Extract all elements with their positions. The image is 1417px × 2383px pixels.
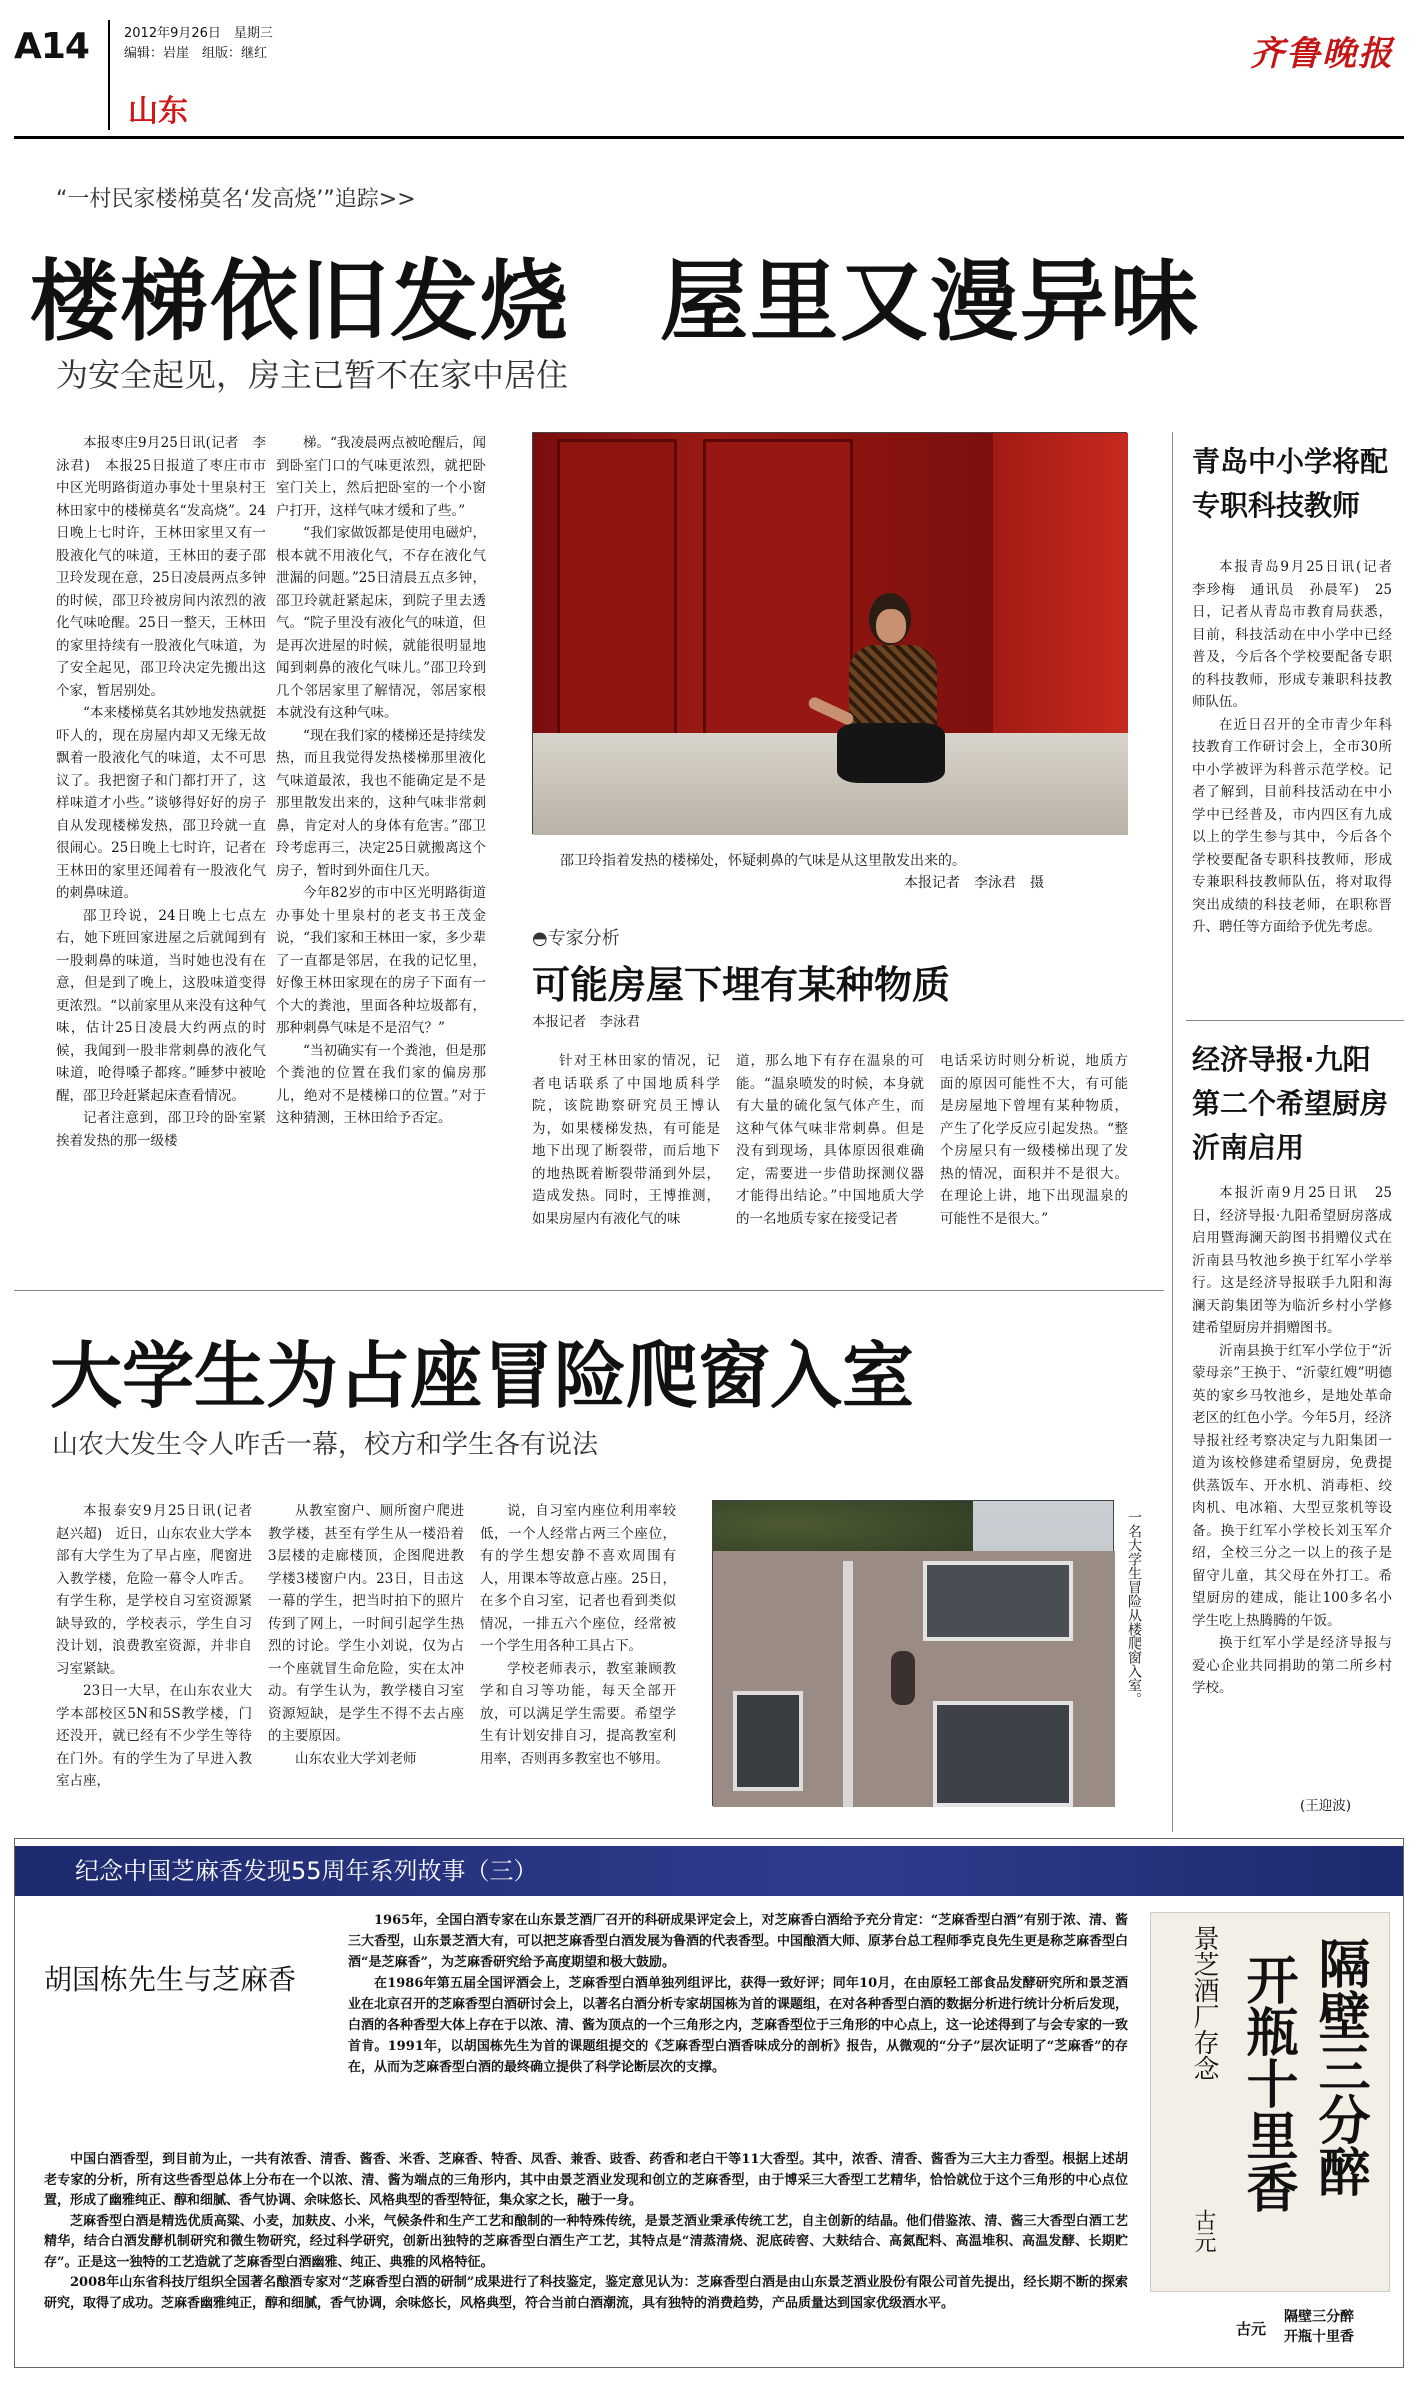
- lead-col2-para: “我们家做饭都是使用电磁炉，根本就不用液化气，不存在液化气泄漏的问题。”25日清晨五点多钟，邵卫玲就赶紧起床，到院子里去透气。“院子里没有液化气的味道，但是再次进屋的时候，就能很明显地闻到刺鼻的液化气味儿。”邵卫玲到几个邻居家里了解情况，邻居家根本就没有这种气味。: [276, 525, 486, 721]
- expert-para: 道，那么地下有存在温泉的可能。“温泉喷发的时候，本身就有大量的硫化氢气体产生，而这种气体气味非常刺鼻。但是没有到现场，具体原因很难确定，需要进一步借助探测仪器才能得出结论。”中国地质大学的一名地质专家在接受记者: [736, 1053, 924, 1227]
- lead-col2-para: “当初确实有一个粪池，但是那个粪池的位置在我们家的偏房那儿，绝对不是楼梯口的位置。”对于这种猜测，王林田给予否定。: [276, 1042, 486, 1126]
- lead-col2-para: 梯。“我凌晨两点被呛醒后，闻到卧室门口的气味更浓烈，就把卧室门关上，然后把卧室的一个小窗户打开，这样气味才缓和了些。”: [276, 435, 486, 519]
- expert-para: 电话采访时则分析说，地质方面的原因可能性不大，有可能是房屋地下曾埋有某种物质，产生了化学反应引起发热。“整个房屋只有一级楼梯出现了发热的情况，面积并不是很大。在理论上讲，地下出现温泉的可能性不是很大。”: [940, 1053, 1128, 1227]
- feature-banner: [15, 1846, 1403, 1896]
- drain-pipe: [843, 1561, 853, 1807]
- climbing-student: [891, 1651, 915, 1705]
- calligraphy-line-1: 隔壁三分醉: [1309, 1937, 1370, 2197]
- expert-byline: 本报记者 李泳君: [532, 1014, 640, 1030]
- second-col3-para: 说，自习室内座位利用率较低，一个人经常占两三个座位，有的学生想安静不喜欢周围有人，用课本等故意占座。25日，在多个自习室，记者也看到类似情况，一排五六个座位，经常被一个学生用各种工具占下。: [480, 1503, 676, 1654]
- window-left: [733, 1691, 803, 1791]
- lead-col2-para: 今年82岁的市中区光明路街道办事处十里泉村的老支书王茂金说，“我们家和王林田一家，多少辈了一直都是邻居，在我的记忆里，好像王林田家现在的房子下面有一个大的粪池，里面各种垃圾都有，那种刺鼻气味是不是沼气？”: [276, 885, 486, 1036]
- lead-column-2: [276, 432, 486, 1270]
- window-top-right: [923, 1561, 1073, 1641]
- expert-column-1: [532, 1050, 720, 1268]
- feature-para: 2008年山东省科技厅组织全国著名酿酒专家对“芝麻香型白酒的研制”成果进行了科技鉴定，鉴定意见认为：芝麻香型白酒是由山东景芝酒业股份有限公司首先提出，经长期不断的探索研究，取得了成功。芝麻香幽雅纯正，醇和细腻，香气协调，余味悠长，风格典型，符合当前白酒潮流，具有独特的消费趋势，产品质量达到国家优级酒水平。: [44, 2275, 1128, 2311]
- lead-kicker: “一村民家楼梯莫名‘发高烧’”追踪>>: [56, 187, 416, 212]
- lead-col1-para: 记者注意到，邵卫玲的卧室紧挨着发热的那一级楼: [56, 1110, 266, 1149]
- lead-photo-caption: 邵卫玲指着发热的楼梯处，怀疑刺鼻的气味是从这里散发出来的。: [560, 853, 966, 869]
- lead-headline: 楼梯依旧发烧 屋里又漫异味: [30, 250, 1201, 353]
- expert-para: 针对王林田家的情况，记者电话联系了中国地质科学院，该院勘察研究员王博认为，如果楼梯发热，有可能是地下出现了断裂带，而后地下的地热既着断裂带涌到外层，造成发热。同时，王博推测，如果房屋内有液化气的味: [532, 1053, 720, 1227]
- second-col1-para: 23日一大早，在山东农业大学本部校区5N和5S教学楼，门还没开，就已经有不少学生等待在门外。有的学生为了早进入教室占座，: [56, 1683, 252, 1789]
- lead-photo-credit: 本报记者 李泳君 摄: [904, 875, 1044, 891]
- second-column-3: [480, 1500, 676, 1818]
- second-photo: [712, 1500, 1114, 1806]
- story-separator: [14, 1290, 1164, 1291]
- side2-signoff: (王迎波): [1300, 1798, 1352, 1814]
- lead-subhead: 为安全起见，房主已暂不在家中居住: [56, 356, 569, 394]
- sidebar-divider: [1172, 432, 1173, 1832]
- side2-body: [1192, 1182, 1392, 1790]
- calligraphy-caption-line-2: 开瓶十里香: [1284, 2329, 1354, 2345]
- window-bottom-right: [933, 1701, 1073, 1807]
- expert-tag: [532, 924, 620, 950]
- second-column-1: [56, 1500, 266, 1818]
- feature-para: 芝麻香型白酒是精选优质高粱、小麦，加麸皮、小米，气候条件和生产工艺和酿制的一种特殊传统，是景芝酒业秉承传统工艺，自主创新的结晶。他们借鉴浓、清、酱三大香型白酒工艺精华，结合白酒发酵机制研究和微生物研究，经过科学研究，创新出独特的芝麻香型白酒生产工艺，其特点是“清蒸清烧、泥底砖窖、大麸结合、高氮配料、高温堆积、高温发酵、长期贮存”。正是这一独特的工艺造就了芝麻香型白酒幽雅、纯正、典雅的风格特征。: [44, 2213, 1128, 2270]
- side2-headline: 经济导报·九阳第二个希望厨房沂南启用: [1192, 1043, 1389, 1164]
- header-date: 2012年9月26日 星期三: [124, 26, 273, 41]
- page-code: A14: [14, 26, 89, 67]
- second-col1-para: 本报泰安9月25日讯(记者 赵兴超) 近日，山东农业大学本部有大学生为了早占座，爬窗进入教学楼，危险一幕令人咋舌。有学生称，是学校自习室资源紧缺导致的，学校表示，学生自习没计划，浪费教室资源，并非自习室紧缺。: [56, 1503, 266, 1677]
- expert-headline: 可能房屋下埋有某种物质: [532, 963, 951, 1007]
- woman-figure: [831, 593, 951, 813]
- side2-para: 换于红军小学是经济导报与爱心企业共同捐助的第二所乡村学校。: [1192, 1635, 1392, 1696]
- header-editors: 编辑：岩崖 组版：继红: [124, 46, 268, 61]
- lead-column-1: [56, 432, 266, 1270]
- section-label: 山东: [128, 94, 188, 129]
- newspaper-logo: 齐鲁晚报: [1250, 34, 1394, 74]
- calligraphy-caption-line-1: 隔壁三分醉: [1284, 2309, 1354, 2325]
- expert-column-3: [940, 1050, 1128, 1268]
- side1-para: 本报青岛9月25日讯(记者 李珍梅 通讯员 孙晨军) 25日，记者从青岛市教育局获悉，目前，科技活动在中小学中已经普及，今后各个学校要配备专职的科技教师，形成专兼职科技教师队伍。: [1192, 559, 1406, 710]
- side1-para: 在近日召开的全市青少年科技教育工作研讨会上，全市30所中小学被评为科普示范学校。记者了解到，目前科技活动在中小学中已经普及，市内四区有九成以上的学生参与其中，今后各个学校要配备专职科技教师，形成专兼职科技教师队伍，将对取得突出成绩的科技老师，在职称晋升、聘任等方面给予优先考虑。: [1192, 716, 1392, 935]
- header-rule: [14, 136, 1404, 139]
- lead-col2-para: “现在我们家的楼梯还是持续发热，而且我觉得发热楼梯那里液化气味道最浓，我也不能确定是不是那里散发出来的，这种气味非常刺鼻，肯定对人的身体有危害。”邵卫玲考虑再三，决定25日就搬离这个房子，暂时到外面住几天。: [276, 727, 486, 879]
- second-column-2: [268, 1500, 464, 1818]
- feature-body-top: [348, 1910, 1128, 2146]
- side-separator: [1186, 1020, 1404, 1021]
- calligraphy-scroll: [1150, 1912, 1390, 2292]
- expert-tag-label: 专家分析: [547, 928, 620, 949]
- second-col2-para: 山东农业大学刘老师: [295, 1750, 417, 1767]
- lead-col1-para: “本来楼梯莫名其妙地发热就挺吓人的，现在房屋内却又无缘无故飘着一股液化气的味道，太不可思议了。我把窗子和门都打开了，这样味道才小些。”谈够得好好的房子自从发现楼梯发热，邵卫玲就一直很闹心。25日晚上七时许，记者在王林田的家里还闻着有一股液化气的刺鼻味道。: [56, 705, 266, 901]
- lead-col1-para: 本报枣庄9月25日讯(记者 李泳君) 本报25日报道了枣庄市市中区光明路街道办事处十里泉村王林田家中的楼梯莫名“发高烧”。24日晚上七时许，王林田家里又有一股液化气的味道，王林田的妻子邵卫玲发现在意，25日凌晨两点多钟的时候，邵卫玲被房间内浓烈的液化气味呛醒。25日一整天，王林田的家里持续有一股液化气味道，为了安全起见，邵卫玲决定先搬出这个家，暂居别处。: [56, 435, 266, 699]
- side1-headline: 青岛中小学将配专职科技教师: [1192, 445, 1389, 522]
- expert-column-2: [736, 1050, 924, 1268]
- feature-para: 在1986年第五届全国评酒会上，芝麻香型白酒单独列组评比，获得一致好评；同年10月，在由原轻工部食品发酵研究所和景芝酒业在北京召开的芝麻香型白酒研讨会上，以著名白酒分析专家胡国栋为首的课题组，在对各种香型白酒的数据分析进行统计分析后发现，白酒的各种香型大体上存在于以浓、清、酱为顶点的一个三角形之内，芝麻香型位于三角形的中心点上，这一论述得到了与会专家的一致首肯。1991年，以胡国栋先生为首的课题组提交的《芝麻香型白酒香味成分的剖析》报告，从微观的“分子”层次证明了“芝麻香”的存在，从而为芝麻香型白酒的最终确立提供了科学论断层次的支撑。: [348, 1976, 1129, 2075]
- side2-para: 本报沂南9月25日讯 25日，经济导报·九阳希望厨房落成启用暨海澜天韵图书捐赠仪式在沂南县马牧池乡换于红军小学举行。这是经济导报联手九阳和海澜天韵集团等为临沂乡村小学修建希望厨房并捐赠图书。: [1192, 1185, 1392, 1336]
- feature-para: 中国白酒香型，到目前为止，一共有浓香、清香、酱香、米香、芝麻香、特香、凤香、兼香、豉香、药香和老白干等11大香型。其中，浓香、清香、酱香为三大主力香型。根据上述胡老专家的分析，所有这些香型总体上分布在一个以浓、清、酱为端点的三角形内，其中由景芝酒业发现和创立的芝麻香型，由于博采三大香型工艺精华，恰恰就位于这个三角形的中心点位置，形成了幽雅纯正、醇和细腻、香气协调、余味悠长、风格典型的香型特征，集众家之长，融于一身。: [44, 2152, 1128, 2208]
- header-divider: [108, 20, 110, 130]
- calligraphy-caption-name: 古元: [1236, 2320, 1267, 2338]
- lead-photo: [532, 432, 1127, 834]
- calligraphy-line-2: 开瓶十里香: [1237, 1953, 1298, 2213]
- side1-body: [1192, 556, 1406, 996]
- second-col2-para: 从教室窗户、厕所窗户爬进教学楼，甚至有学生从一楼沿着3层楼的走廊楼顶，企图爬进教学楼3楼窗户内。23日，目击这一幕的学生，把当时拍下的照片传到了网上，一时间引起学生热烈的讨论。学生小刘说，仅为占一个座就冒生命危险，实在太冲动。有学生认为，教学楼自习室资源短缺，是学生不得不去占座的主要原因。: [268, 1503, 464, 1744]
- feature-banner-text: 纪念中国芝麻香发现55周年系列故事（三）: [75, 1857, 538, 1885]
- calligraphy-dedication: 景芝酒厂存念: [1189, 1925, 1219, 2081]
- second-headline: 大学生为占座冒险爬窗入室: [50, 1334, 915, 1418]
- door-panel-left: [557, 439, 677, 739]
- feature-body-bottom: [44, 2150, 1128, 2356]
- expert-tag-icon: ◓: [532, 928, 548, 949]
- feature-para: 1965年，全国白酒专家在山东景芝酒厂召开的科研成果评定会上，对芝麻香白酒给予充分肯定：“芝麻香型白酒”有别于浓、清、酱三大香型，山东景芝酒大有，可以把芝麻香型白酒发展为鲁酒的代表香型。中国酿酒大师、原茅台总工程师季克良先生更是称芝麻香型白酒“是芝麻香”，为芝麻香研究给予高度期望和极大鼓励。: [348, 1913, 1129, 1970]
- second-photo-caption: 一名大学生冒险从楼爬窗入室。: [1126, 1510, 1142, 1706]
- lead-col1-para: 邵卫玲说，24日晚上七点左右，她下班回家进屋之后就闻到有一股刺鼻的味道，当时她也没有在意，但是到了晚上，这股味道变得更浓烈。“以前家里从来没有这种气味，估计25日凌晨大约两点的时候，我闻到一股非常刺鼻的液化气味道，呛得嗓子都疼。”睡梦中被呛醒，邵卫玲赶紧起床查看情况。: [56, 907, 266, 1104]
- side2-para: 沂南县换于红军小学位于“沂蒙母亲”王换于、“沂蒙红嫂”明德英的家乡马牧池乡，是地处革命老区的红色小学。今年5月，经济导报社经考察决定与九阳集团一道为该校修建希望厨房，免费提供蒸饭车、开水机、消毒柜、绞肉机、电冰箱、大型豆浆机等设备。换于红军小学校长刘玉军介绍，全校三分之一以上的孩子是留守儿童，其父母在外打工。希望厨房的建成，能让100多名小学生吃上热腾腾的午饭。: [1192, 1342, 1392, 1629]
- second-col3-para: 学校老师表示，教室兼顾教学和自习等功能，每天全部开放，可以满足学生需要。希望学生有计划安排自习，提高教室利用率，否则再多教室也不够用。: [480, 1660, 676, 1767]
- feature-title: 胡国栋先生与芝麻香: [44, 1963, 297, 1996]
- calligraphy-signature: 古元: [1191, 2209, 1216, 2253]
- second-subhead: 山农大发生令人咋舌一幕，校方和学生各有说法: [52, 1430, 599, 1460]
